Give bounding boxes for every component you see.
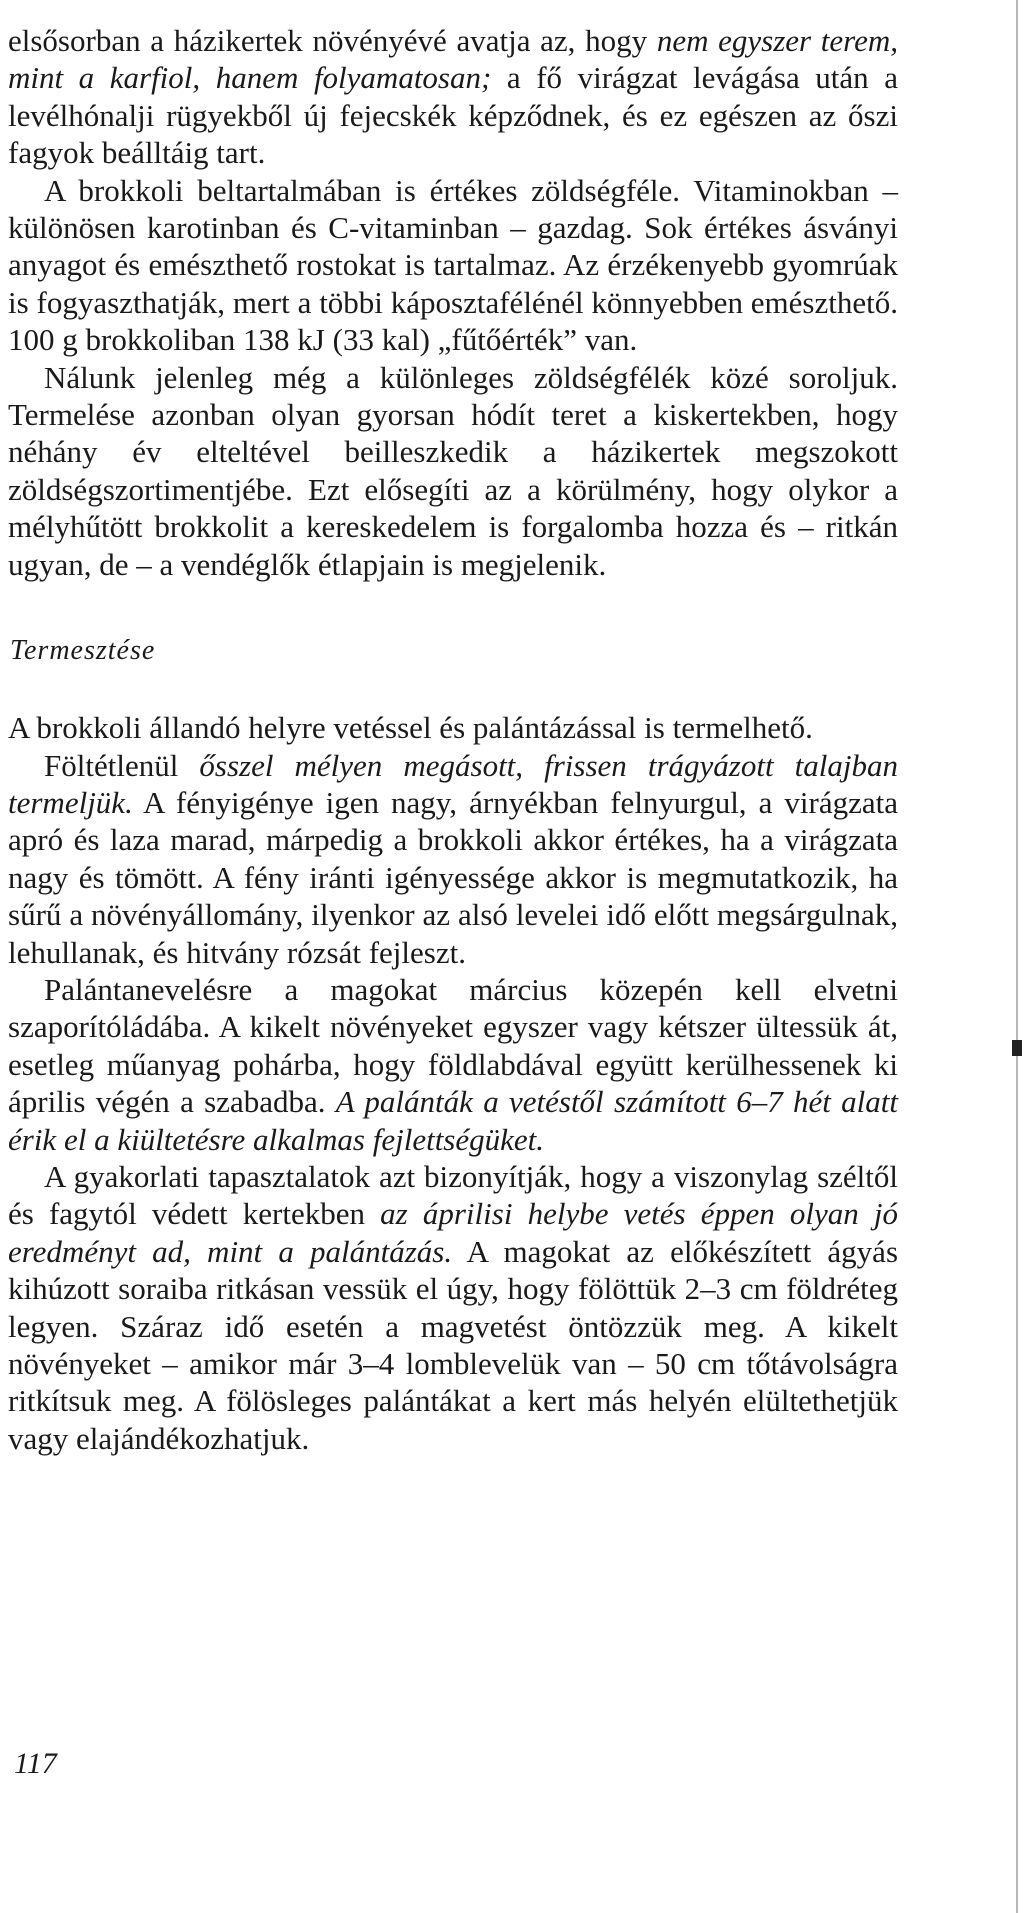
paragraph-5 (8, 747, 898, 971)
paragraph-1-text-b: a fő virágzat levágása után a levélhónalji rügyekből új fejecskék képződnek, és ez egészen az őszi fagyok beálltáig tart. (8, 60, 898, 171)
paragraph-5-text-b: A fényigénye igen nagy, árnyékban felnyurgul, a virágzata apró és laza marad, márpedig a brokkoli akkor értékes, ha a virágzata nagy és tömött. A fény iránti igényessége akkor is megmutatkozik, ha sűrű a növényállomány, ilyenkor az alsó levelei idő előtt megsárgulnak, lehullanak, és hitvány rózsát fejleszt. (8, 784, 898, 970)
paragraph-6 (8, 971, 898, 1158)
paragraph-6-emphasis: A palánták a vetéstől számított 6–7 hét alatt érik el a kiültetésre alkalmas fejlettségüket. (8, 1084, 898, 1157)
paragraph-4-text: A brokkoli állandó helyre vetéssel és palántázással is termelhető. (8, 710, 813, 746)
paragraph-7-emphasis: az áprilisi helybe vetés éppen olyan jó eredményt ad, mint a palántázás. (8, 1196, 898, 1269)
paragraph-1-text-a: elsősorban a házikertek növényévé avatja az, hogy (8, 23, 657, 58)
paragraph-1 (8, 22, 898, 172)
paragraph-7-text-b: A magokat az előkészített ágyás kihúzott soraiba ritkásan vessük el úgy, hogy fölöttük 2–3 cm földréteg legyen. Száraz idő esetén a magvetést öntözzük meg. A kikelt növényeket – amikor már 3–4 lomblevelük van – 50 cm tőtávolságra ritkítsuk meg. A fölösleges palántákat a kert más helyén elültethetjük vagy elajándékozhatjuk. (8, 1233, 899, 1456)
page-edge-rule (1016, 0, 1018, 1913)
paragraph-4 (8, 709, 898, 746)
paragraph-3 (8, 359, 898, 583)
section-heading: Termesztése (10, 635, 156, 667)
paragraph-3-text: Nálunk jelenleg még a különleges zöldségfélék közé soroljuk. Termelése azonban olyan gyorsan hódít teret a kiskertekben, hogy néhány év elteltével beilleszkedik a házikertek megszokott zöldségszortimentjébe. Ezt elősegíti az a körülmény, hogy olykor a mélyhűtött brokkolit a kereskedelem is forgalomba hozza és – ritkán ugyan, de – a vendéglők étlapjain is megjelenik. (8, 359, 898, 582)
paragraph-1-emphasis: nem egyszer terem, mint a karfiol, hanem folyamatosan; (8, 23, 898, 96)
page-number: 117 (14, 1747, 57, 1780)
paragraph-5-text-a: Föltétlenül (44, 747, 200, 783)
paragraph-6-text-a: Palántanevelésre a magokat március közepén kell elvetni szaporítóládába. A kikelt növényeket egyszer vagy kétszer ültessük át, esetleg műanyag pohárba, hogy földlabdával együtt kerülhessenek ki április végén a szabadba. (8, 971, 898, 1120)
text-column (8, 22, 898, 1457)
page-edge-mark (1012, 1040, 1022, 1056)
paragraph-2 (8, 172, 898, 359)
paragraph-2-text: A brokkoli beltartalmában is értékes zöldségféle. Vitaminokban – különösen karotinban és C-vitaminban – gazdag. Sok értékes ásványi anyagot és emészthető rostokat is tartalmaz. Az érzékenyebb gyomrúak is fogyaszthatják, mert a többi káposztafélénél könnyebben emészthető. 100 g brokkoliban 138 kJ (33 kal) „fűtőérték” van. (8, 172, 898, 358)
paragraph-7 (8, 1158, 898, 1457)
paragraph-7-text-a: A gyakorlati tapasztalatok azt bizonyítják, hogy a viszonylag széltől és fagytól védett kertekben (8, 1158, 898, 1232)
paragraph-5-emphasis: ősszel mélyen megásott, frissen trágyázott talajban termeljük. (8, 747, 898, 820)
